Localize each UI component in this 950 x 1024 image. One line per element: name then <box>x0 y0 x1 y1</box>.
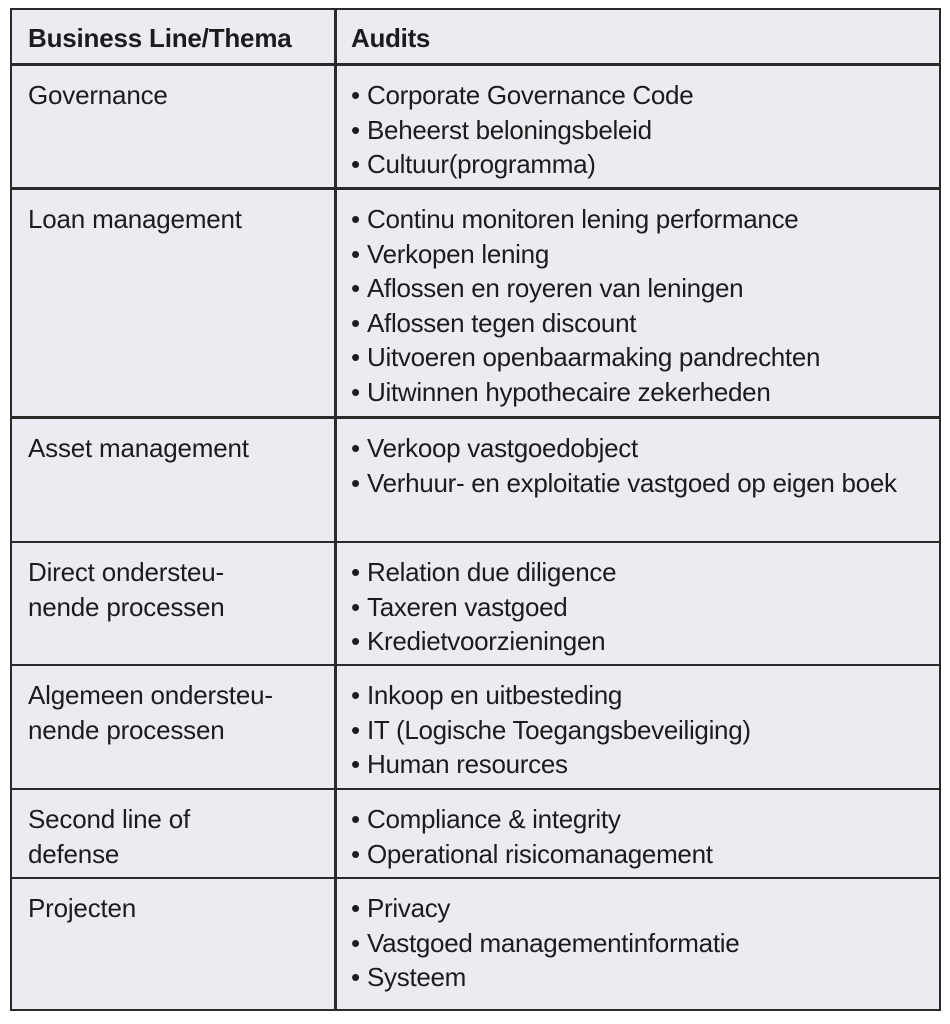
list-item: • Verkoop vastgoedobject <box>351 431 929 466</box>
list-item: • Uitwinnen hypothecaire zekerheden <box>351 375 929 410</box>
table-row <box>12 63 939 187</box>
bullet-icon: • <box>351 273 360 303</box>
row-audits <box>351 802 929 871</box>
bullet-icon: • <box>351 204 360 234</box>
bullet-icon: • <box>351 714 360 745</box>
bullet-icon: • <box>351 433 360 463</box>
row-theme: Governance <box>28 80 168 110</box>
table-row <box>12 877 939 1009</box>
list-item: • Verhuur- en exploitatie vastgoed op eigen boek <box>351 466 929 501</box>
bullet-icon: • <box>351 149 360 179</box>
list-item: • Privacy <box>351 891 929 926</box>
list-item: • Verkopen lening <box>351 237 929 272</box>
bullet-icon: • <box>351 307 360 338</box>
bullet-icon: • <box>351 749 360 779</box>
list-item: • Uitvoeren openbaarmaking pandrechten <box>351 340 929 375</box>
list-item: • Human resources <box>351 747 929 782</box>
bullet-icon: • <box>351 680 360 710</box>
bullet-icon: • <box>351 893 360 923</box>
list-item: • IT (Logische Toegangsbeveiliging) <box>351 713 929 748</box>
row-audits <box>351 202 929 409</box>
header-business-line: Business Line/Thema <box>28 23 292 53</box>
table-row <box>12 187 939 416</box>
bullet-icon: • <box>351 927 360 958</box>
row-audits <box>351 555 929 659</box>
header-audits: Audits <box>351 23 431 53</box>
bullet-icon: • <box>351 80 360 110</box>
list-item: • Continu monitoren lening performance <box>351 202 929 237</box>
list-item: • Taxeren vastgoed <box>351 590 929 625</box>
row-theme: Second line of defense <box>28 804 190 869</box>
list-item: • Cultuur(programma) <box>351 147 929 182</box>
table-row <box>12 788 939 877</box>
list-item: • Operational risicomanagement <box>351 837 929 872</box>
bullet-icon: • <box>351 342 360 372</box>
bullet-icon: • <box>351 114 360 145</box>
list-item: • Beheerst beloningsbeleid <box>351 113 929 148</box>
row-audits <box>351 678 929 782</box>
bullet-icon: • <box>351 557 360 587</box>
bullet-icon: • <box>351 838 360 869</box>
table-row <box>12 664 939 788</box>
table-row <box>12 416 939 541</box>
row-audits <box>351 78 929 182</box>
list-item: • Corporate Governance Code <box>351 78 929 113</box>
bullet-icon: • <box>351 804 360 834</box>
list-item: • Inkoop en uitbesteding <box>351 678 929 713</box>
row-theme: Loan management <box>28 204 242 234</box>
bullet-icon: • <box>351 467 360 498</box>
bullet-icon: • <box>351 238 360 269</box>
table-header <box>12 10 939 63</box>
column-divider <box>334 10 337 1009</box>
list-item: • Vastgoed managementinformatie <box>351 926 929 961</box>
bullet-icon: • <box>351 376 360 407</box>
list-item: • Aflossen tegen discount <box>351 306 929 341</box>
bullet-icon: • <box>351 626 360 656</box>
row-theme: Projecten <box>28 893 137 923</box>
bullet-icon: • <box>351 962 360 992</box>
row-theme: Algemeen ondersteu- nende processen <box>28 680 273 745</box>
row-theme: Direct ondersteu- nende processen <box>28 557 225 622</box>
list-item: • Kredietvoorzieningen <box>351 624 929 659</box>
audit-table <box>10 8 941 1011</box>
row-audits <box>351 891 929 995</box>
list-item: • Systeem <box>351 960 929 995</box>
row-theme: Asset management <box>28 433 249 463</box>
list-item: • Relation due diligence <box>351 555 929 590</box>
list-item: • Compliance & integrity <box>351 802 929 837</box>
table-row <box>12 541 939 664</box>
row-audits <box>351 431 929 500</box>
list-item: • Aflossen en royeren van leningen <box>351 271 929 306</box>
bullet-icon: • <box>351 591 360 622</box>
